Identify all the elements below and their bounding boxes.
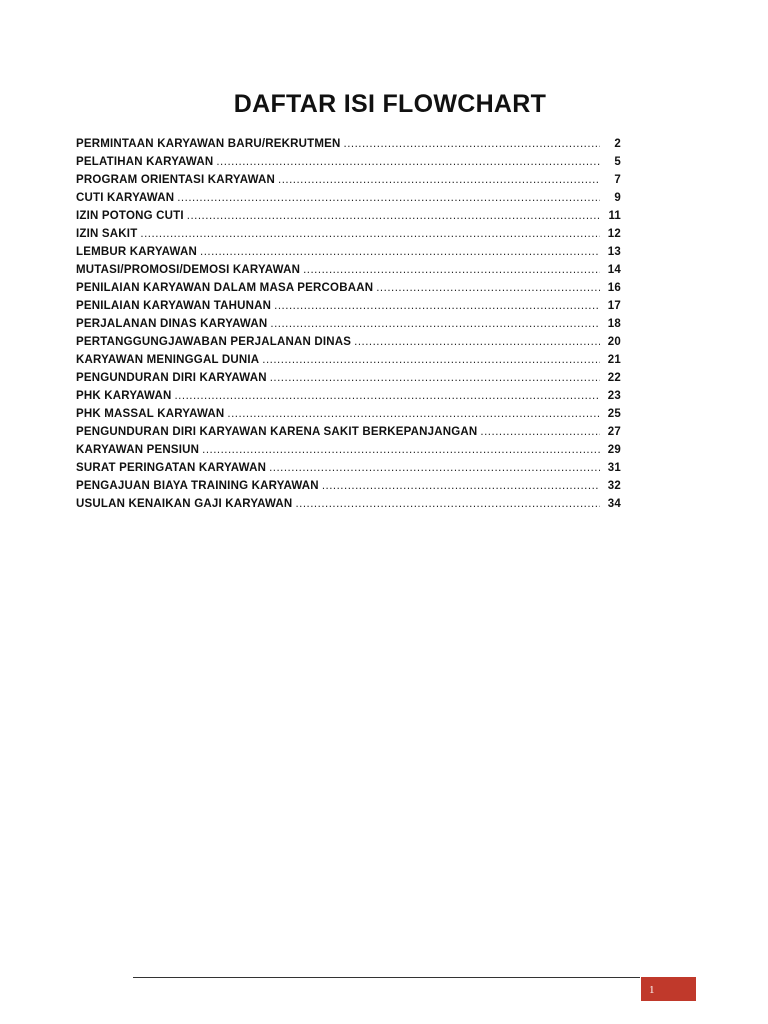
toc-entry[interactable] <box>76 138 621 156</box>
toc-entry-title: PERTANGGUNGJAWABAN PERJALANAN DINAS <box>76 336 352 348</box>
toc-entry-title: PROGRAM ORIENTASI KARYAWAN <box>76 174 276 186</box>
toc-entry[interactable] <box>76 462 621 480</box>
toc-entry-page: 22 <box>607 372 621 384</box>
toc-entry[interactable] <box>76 372 621 390</box>
toc-entry[interactable] <box>76 390 621 408</box>
toc-entry-page: 32 <box>607 480 621 492</box>
toc-dot-leader <box>274 300 600 312</box>
page-number: 1 <box>649 984 655 996</box>
toc-entry-title: KARYAWAN PENSIUN <box>76 444 200 456</box>
toc-entry[interactable] <box>76 264 621 282</box>
toc-dot-leader <box>480 426 600 438</box>
toc-entry-page: 18 <box>607 318 621 330</box>
toc-entry-page: 12 <box>607 228 621 240</box>
toc-entry-title: PERMINTAAN KARYAWAN BARU/REKRUTMEN <box>76 138 341 150</box>
toc-entry[interactable] <box>76 498 621 516</box>
toc-entry-title: PENILAIAN KARYAWAN TAHUNAN <box>76 300 272 312</box>
toc-dot-leader <box>140 228 600 240</box>
toc-dot-leader <box>344 138 601 150</box>
toc-entry-page: 11 <box>608 210 621 222</box>
toc-entry-title: IZIN POTONG CUTI <box>76 210 184 222</box>
toc-entry-page: 21 <box>607 354 621 366</box>
toc-entry[interactable] <box>76 300 621 318</box>
toc-entry-page: 2 <box>614 138 621 150</box>
toc-entry[interactable] <box>76 426 621 444</box>
toc-entry[interactable] <box>76 408 621 426</box>
toc-entry-page: 16 <box>607 282 621 294</box>
toc-entry-page: 34 <box>607 498 621 510</box>
toc-entry-page: 23 <box>607 390 621 402</box>
toc-dot-leader <box>376 282 600 294</box>
table-of-contents <box>76 138 621 516</box>
toc-dot-leader <box>354 336 600 348</box>
toc-entry[interactable] <box>76 480 621 498</box>
toc-entry-page: 27 <box>607 426 621 438</box>
toc-entry-page: 25 <box>607 408 621 420</box>
toc-dot-leader <box>227 408 600 420</box>
toc-entry[interactable] <box>76 174 621 192</box>
toc-entry-page: 17 <box>607 300 621 312</box>
toc-entry-page: 20 <box>607 336 621 348</box>
toc-dot-leader <box>200 246 600 258</box>
toc-dot-leader <box>177 192 600 204</box>
toc-entry-title: PHK MASSAL KARYAWAN <box>76 408 225 420</box>
page-number-badge <box>641 977 696 1001</box>
toc-entry[interactable] <box>76 210 621 228</box>
toc-entry-title: PHK KARYAWAN <box>76 390 172 402</box>
toc-entry[interactable] <box>76 354 621 372</box>
toc-entry-title: PENILAIAN KARYAWAN DALAM MASA PERCOBAAN <box>76 282 374 294</box>
toc-entry[interactable] <box>76 228 621 246</box>
toc-entry[interactable] <box>76 246 621 264</box>
toc-dot-leader <box>202 444 600 456</box>
footer-divider <box>133 977 640 978</box>
toc-entry[interactable] <box>76 282 621 300</box>
toc-dot-leader <box>269 462 600 474</box>
toc-entry-title: PERJALANAN DINAS KARYAWAN <box>76 318 268 330</box>
toc-dot-leader <box>303 264 600 276</box>
toc-entry[interactable] <box>76 336 621 354</box>
toc-dot-leader <box>174 390 600 402</box>
toc-dot-leader <box>270 318 600 330</box>
toc-entry-title: KARYAWAN MENINGGAL DUNIA <box>76 354 260 366</box>
toc-entry-title: IZIN SAKIT <box>76 228 138 240</box>
toc-entry-title: MUTASI/PROMOSI/DEMOSI KARYAWAN <box>76 264 301 276</box>
toc-dot-leader <box>278 174 600 186</box>
toc-entry-title: LEMBUR KARYAWAN <box>76 246 197 258</box>
toc-dot-leader <box>262 354 600 366</box>
toc-entry-title: SURAT PERINGATAN KARYAWAN <box>76 462 267 474</box>
toc-entry[interactable] <box>76 156 621 174</box>
toc-entry-title: PENGUNDURAN DIRI KARYAWAN <box>76 372 267 384</box>
toc-entry-page: 31 <box>607 462 621 474</box>
toc-entry-title: PELATIHAN KARYAWAN <box>76 156 214 168</box>
toc-entry-page: 9 <box>614 192 621 204</box>
toc-entry-page: 5 <box>614 156 621 168</box>
toc-entry-page: 29 <box>607 444 621 456</box>
toc-entry-page: 7 <box>614 174 621 186</box>
toc-entry-title: PENGAJUAN BIAYA TRAINING KARYAWAN <box>76 480 319 492</box>
toc-entry-title: CUTI KARYAWAN <box>76 192 175 204</box>
page-title: DAFTAR ISI FLOWCHART <box>233 90 547 118</box>
toc-entry-title: USULAN KENAIKAN GAJI KARYAWAN <box>76 498 293 510</box>
toc-entry-title: PENGUNDURAN DIRI KARYAWAN KARENA SAKIT BERKEPANJANGAN <box>76 426 478 438</box>
toc-entry[interactable] <box>76 444 621 462</box>
toc-dot-leader <box>187 210 600 222</box>
toc-entry[interactable] <box>76 318 621 336</box>
toc-entry-page: 14 <box>607 264 621 276</box>
toc-entry[interactable] <box>76 192 621 210</box>
toc-dot-leader <box>216 156 600 168</box>
toc-dot-leader <box>270 372 600 384</box>
toc-dot-leader <box>322 480 600 492</box>
toc-entry-page: 13 <box>607 246 621 258</box>
toc-dot-leader <box>295 498 600 510</box>
